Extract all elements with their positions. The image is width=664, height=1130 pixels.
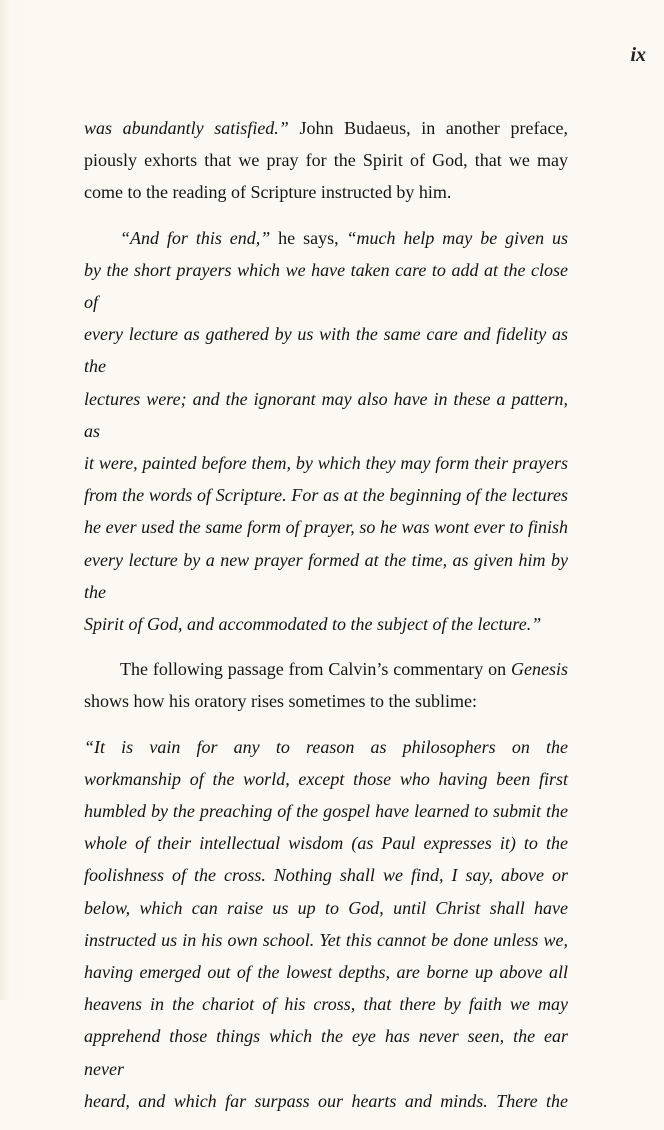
page-number: ix — [630, 44, 646, 66]
text-line — [84, 318, 568, 382]
paragraph-p1 — [84, 112, 568, 209]
italic-text: every lecture as gathered by us with the same care and fidelity as the — [84, 324, 568, 377]
text-line — [84, 892, 568, 924]
text-line — [84, 827, 568, 859]
text-line — [84, 763, 568, 795]
italic-text: Spirit of God, and accommodated to the subject of the lecture.” — [84, 614, 542, 635]
text-line — [84, 176, 568, 208]
italic-text: below, which can raise us up to God, until Christ shall have — [84, 897, 568, 918]
roman-text: come to the reading of Scripture instructed by him. — [84, 182, 452, 203]
italic-text: “It is vain for any to reason as philosophers on the — [84, 736, 568, 757]
paragraph-p4 — [84, 731, 568, 1117]
italic-text: “And for this end,” — [120, 227, 271, 248]
roman-text: piously exhorts that we pray for the Spirit of God, that we may — [84, 150, 568, 171]
roman-text: he says, — [270, 227, 347, 248]
text-line — [84, 731, 568, 763]
italic-text: foolishness of the cross. Nothing shall we find, I say, above or — [84, 865, 568, 886]
text-line — [84, 988, 568, 1020]
italic-text: workmanship of the world, except those who having been first — [84, 768, 568, 789]
italic-text: whole of their intellectual wisdom (as Paul expresses it) to the — [84, 833, 568, 854]
roman-text: The following passage from Calvin’s commentary on — [120, 659, 511, 680]
text-line — [84, 924, 568, 956]
italic-text: he ever used the same form of prayer, so he was wont ever to finish — [84, 517, 568, 538]
italic-text: apprehend those things which the eye has never seen, the ear never — [84, 1026, 568, 1079]
paragraph-p3 — [84, 653, 568, 717]
text-line — [84, 608, 568, 640]
italic-text: it were, painted before them, by which they may form their prayers — [84, 453, 568, 474]
text-line — [84, 144, 568, 176]
text-line — [84, 956, 568, 988]
text-line — [84, 795, 568, 827]
text-line — [84, 112, 568, 144]
italic-text: from the words of Scripture. For as at the beginning of the lectures — [84, 485, 568, 506]
text-line — [84, 685, 568, 717]
roman-text: John Budaeus, in another preface, — [288, 118, 569, 138]
italic-text: heard, and which far surpass our hearts and minds. There the — [84, 1090, 568, 1111]
roman-text: shows how his oratory rises sometimes to the sublime: — [84, 691, 477, 712]
text-line — [84, 254, 568, 318]
text-line — [84, 1085, 568, 1117]
text-line — [84, 447, 568, 479]
italic-text: instructed us in his own school. Yet this cannot be done unless we, — [84, 929, 568, 950]
italic-text: humbled by the preaching of the gospel have learned to submit the — [84, 801, 568, 822]
italic-text: “much help may be given us — [346, 227, 569, 248]
italic-text: having emerged out of the lowest depths, are borne up above all — [84, 962, 568, 983]
italic-text: by the short prayers which we have taken care to add at the close of — [84, 259, 568, 313]
text-line — [84, 479, 568, 511]
text-line — [84, 1020, 568, 1084]
italic-text: heavens in the chariot of his cross, that there by faith we may — [84, 994, 568, 1015]
paragraph-p2 — [84, 222, 568, 641]
italic-text: every lecture by a new prayer formed at the time, as given him by the — [84, 549, 568, 602]
italic-text: lectures were; and the ignorant may also have in these a pattern, as — [84, 388, 568, 441]
text-line — [84, 222, 568, 254]
italic-text: was abundantly satisfied.” — [84, 118, 289, 138]
text-line — [84, 653, 568, 685]
text-line — [84, 544, 568, 608]
italic-text: Genesis — [511, 659, 568, 680]
text-line — [84, 511, 568, 543]
text-line — [84, 383, 568, 447]
text-line — [84, 859, 568, 891]
body-text — [84, 112, 568, 1130]
